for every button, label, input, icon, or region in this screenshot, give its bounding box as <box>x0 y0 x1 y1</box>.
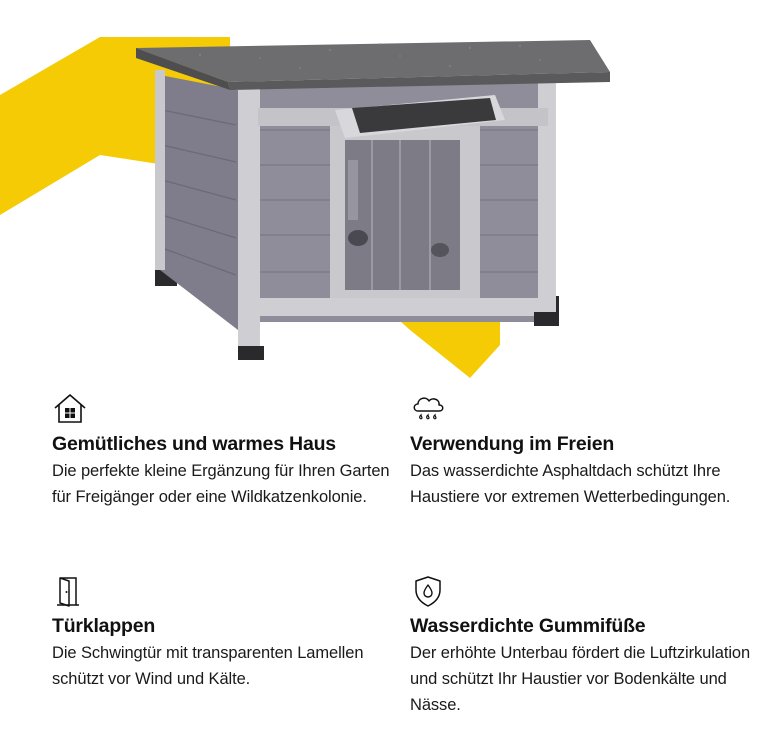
feature-text: Das wasserdichte Asphaltdach schützt Ihre Haustiere vor extremen Wetterbedingungen. <box>410 462 731 506</box>
feature-cozy-house <box>52 392 402 510</box>
feature-title: Türklappen <box>52 615 156 637</box>
product-image <box>136 40 610 360</box>
cloud-rain-icon <box>410 392 446 426</box>
shield-drop-icon <box>410 574 446 608</box>
feature-text: Die perfekte kleine Ergänzung für Ihren Garten für Freigänger oder eine Wildkatzenkolonie. <box>52 462 390 506</box>
feature-waterproof-feet <box>410 574 760 718</box>
feature-title: Verwendung im Freien <box>410 433 615 455</box>
feature-outdoor-use <box>410 392 760 510</box>
door-icon <box>52 574 88 608</box>
feature-title: Wasserdichte Gummifüße <box>410 615 646 637</box>
feature-text: Der erhöhte Unterbau fördert die Luftzirkulation und schützt Ihr Haustier vor Bodenkälte und Nässe. <box>410 644 751 714</box>
feature-door-flaps <box>52 574 402 692</box>
house-icon <box>52 392 88 426</box>
feature-text: Die Schwingtür mit transparenten Lamellen schützt vor Wind und Kälte. <box>52 644 364 688</box>
feature-title: Gemütliches und warmes Haus <box>52 433 336 455</box>
